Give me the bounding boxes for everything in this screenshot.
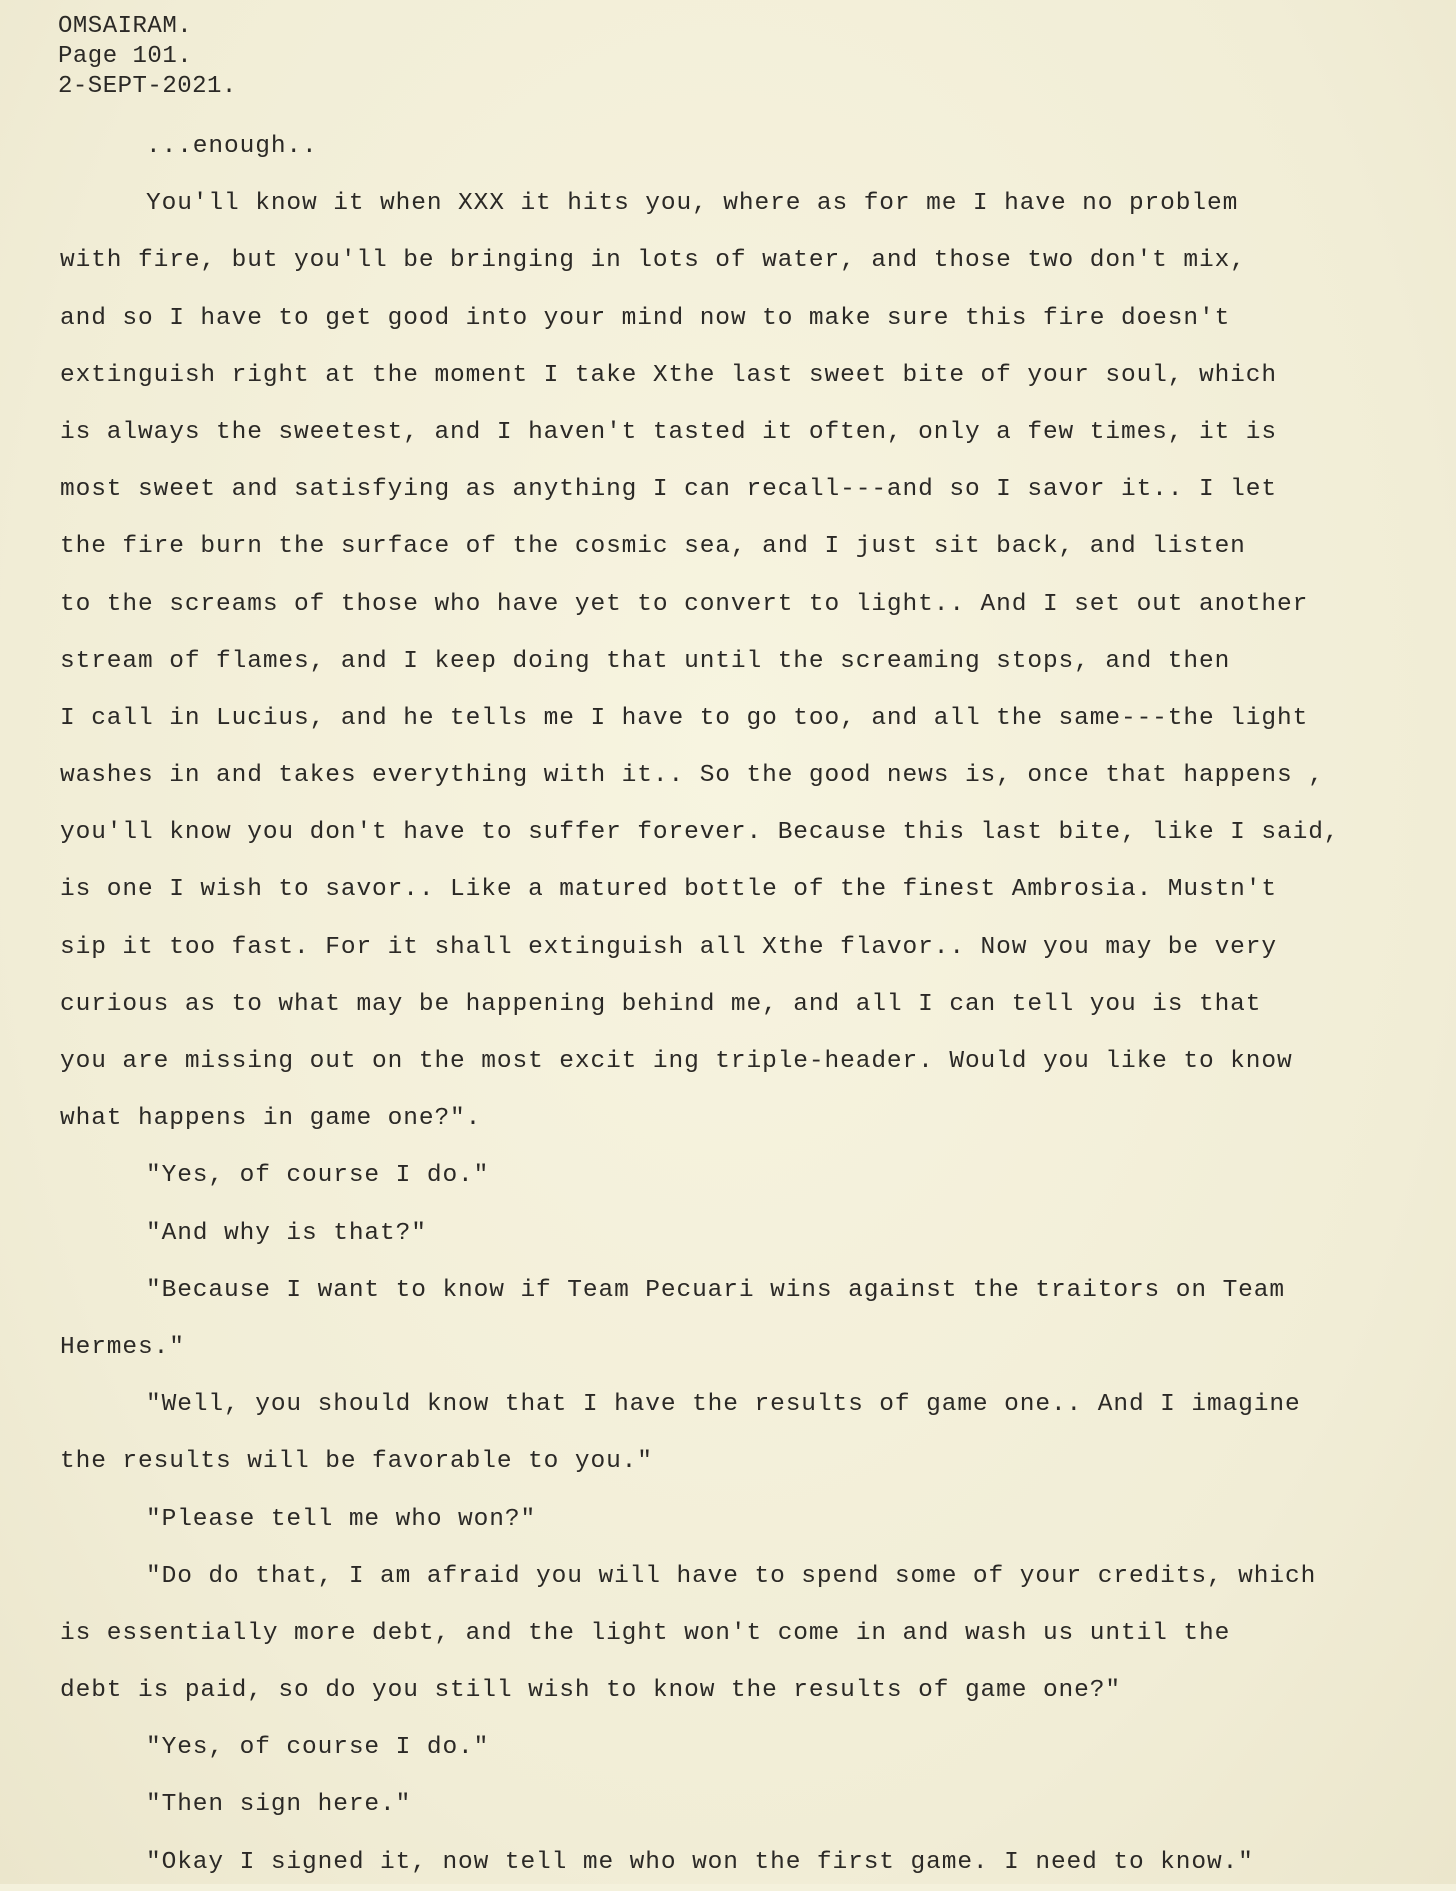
text-line: washes in and takes everything with it.. So the good news is, once that happens ,	[60, 762, 1324, 790]
text-line: "Please tell me who won?"	[146, 1505, 537, 1533]
text-line: is one I wish to savor.. Like a matured bottle of the finest Ambrosia. Mustn't	[60, 876, 1277, 904]
text-line: and so I have to get good into your mind now to make sure this fire doesn't	[60, 304, 1231, 332]
text-line: to the screams of those who have yet to convert to light.. And I set out another	[60, 590, 1309, 618]
text-line: most sweet and satisfying as anything I can recall---and so I savor it.. I let	[60, 476, 1277, 504]
text-line: Hermes."	[60, 1333, 185, 1361]
text-line: curious as to what may be happening behind me, and all I can tell you is that	[60, 990, 1262, 1018]
text-line: the results will be favorable to you."	[60, 1448, 653, 1476]
text-line: debt is paid, so do you still wish to know the results of game one?"	[60, 1677, 1121, 1705]
header-page-number: Page 101.	[58, 43, 193, 70]
text-line: you are missing out on the most excit ing triple-header. Would you like to know	[60, 1048, 1293, 1075]
text-line: what happens in game one?".	[60, 1105, 482, 1133]
text-line: ...enough..	[146, 133, 318, 160]
text-line: "And why is that?"	[146, 1219, 427, 1247]
text-line: stream of flames, and I keep doing that until the screaming stops, and then	[60, 647, 1231, 675]
text-line: "Yes, of course I do."	[146, 1162, 490, 1190]
text-line: "Because I want to know if Team Pecuari wins against the traitors on Team	[146, 1276, 1285, 1304]
text-line: sip it too fast. For it shall extinguish all Xthe flavor.. Now you may be very	[60, 933, 1277, 961]
text-line: I call in Lucius, and he tells me I have to go too, and all the same---the light	[60, 704, 1309, 732]
text-line: "Do do that, I am afraid you will have to spend some of your credits, which	[146, 1562, 1317, 1590]
text-line: "Yes, of course I do."	[146, 1734, 490, 1762]
header-date: 2-SEPT-2021.	[58, 73, 237, 100]
header-title: OMSAIRAM.	[58, 13, 193, 40]
text-line: You'll know it when XXX it hits you, where as for me I have no problem	[146, 190, 1239, 218]
text-line: "Well, you should know that I have the results of game one.. And I imagine	[146, 1391, 1301, 1419]
page-header	[58, 12, 237, 102]
text-line: extinguish right at the moment I take Xthe last sweet bite of your soul, which	[60, 361, 1277, 389]
text-line: is essentially more debt, and the light won't come in and wash us until the	[60, 1619, 1231, 1647]
text-line: is always the sweetest, and I haven't tasted it often, only a few times, it is	[60, 418, 1277, 446]
text-line: "Then sign here."	[146, 1791, 412, 1819]
text-line: you'll know you don't have to suffer forever. Because this last bite, like I said,	[60, 819, 1340, 847]
text-line: "Okay I signed it, now tell me who won the first game. I need to know."	[146, 1848, 1254, 1876]
text-line: with fire, but you'll be bringing in lots of water, and those two don't mix,	[60, 247, 1246, 275]
text-line: the fire burn the surface of the cosmic sea, and I just sit back, and listen	[60, 533, 1246, 561]
body-text	[60, 118, 1440, 1891]
